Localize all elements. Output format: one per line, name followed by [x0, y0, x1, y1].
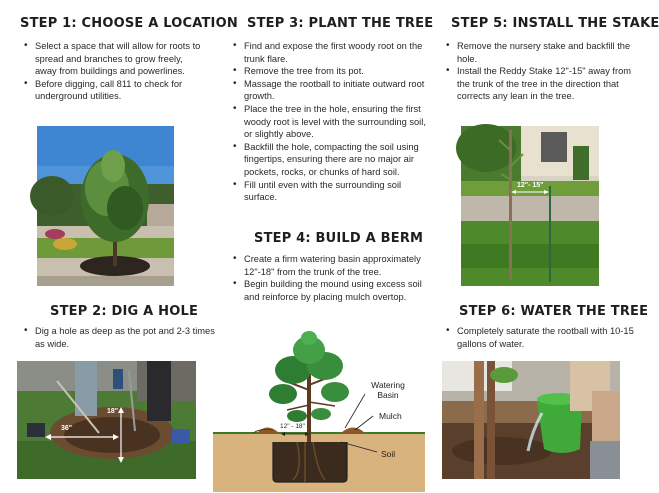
step1-title: STEP 1: CHOOSE A LOCATION	[20, 16, 238, 31]
step6-bullets	[443, 325, 643, 350]
step4-bullet: • Begin building the mound using excess soil and reinforce by placing mulch overtop.	[244, 278, 430, 303]
step4-title: STEP 4: BUILD A BERM	[254, 231, 424, 246]
step4-bullets	[230, 253, 430, 303]
step4-soil-label: Soil	[381, 449, 396, 459]
step5-bullet: • Install the Reddy Stake 12"-15" away from the trunk of the tree in the direction that corrects any lean in the tree.	[457, 65, 643, 103]
step4-berm-diagram	[213, 330, 425, 492]
step6-title: STEP 6: WATER THE TREE	[459, 304, 649, 319]
step2-depth-label: 18"	[107, 408, 119, 415]
step1-photo-tree-in-yard	[37, 126, 174, 286]
step2-bullets	[21, 325, 220, 350]
step4-bullet: • Create a firm watering basin approximately 12"-18" from the trunk of the tree.	[244, 253, 430, 278]
step3-bullet: • Find and expose the first woody root on the trunk flare.	[244, 40, 430, 65]
step2-bullet: • Dig a hole as deep as the pot and 2-3 times as wide.	[35, 325, 220, 350]
step3-bullet: • Massage the rootball to initiate outward root growth.	[244, 78, 430, 103]
step4-mulch-label: Mulch	[379, 411, 402, 421]
step4-watering-basin-label: Watering Basin	[371, 380, 405, 400]
step5-bullets	[443, 40, 643, 103]
step5-distance-label: 12"- 15"	[517, 182, 544, 189]
step3-bullets	[230, 40, 430, 204]
step4-distance-label: 12" - 18"	[280, 423, 305, 430]
step1-bullets	[21, 40, 205, 103]
step5-photo-staked-tree	[461, 126, 599, 286]
step3-bullet: • Remove the tree from its pot.	[244, 65, 430, 78]
step2-width-label: 36"	[61, 425, 73, 432]
step5-bullet: • Remove the nursery stake and backfill the hole.	[457, 40, 643, 65]
step3-bullet: • Fill until even with the surrounding soil surface.	[244, 179, 430, 204]
step1-bullet: • Before digging, call 811 to check for underground utilities.	[35, 78, 205, 103]
step6-bullet: • Completely saturate the rootball with 10-15 gallons of water.	[457, 325, 643, 350]
step3-bullet: • Place the tree in the hole, ensuring the first woody root is level with the surrounding soil, or slightly above.	[244, 103, 430, 141]
step3-title: STEP 3: PLANT THE TREE	[247, 16, 434, 31]
step1-bullet: • Select a space that will allow for roots to spread and branches to grow freely, away from buildings and powerlines.	[35, 40, 205, 78]
step6-photo-watering-tree	[442, 361, 620, 479]
step5-title: STEP 5: INSTALL THE STAKE	[451, 16, 659, 31]
step2-title: STEP 2: DIG A HOLE	[50, 304, 199, 319]
step3-bullet: • Backfill the hole, compacting the soil using fingertips, ensuring there are no major air pockets, rocks, or chunks of hard soil.	[244, 141, 430, 179]
step2-photo-digging-hole	[17, 361, 196, 479]
